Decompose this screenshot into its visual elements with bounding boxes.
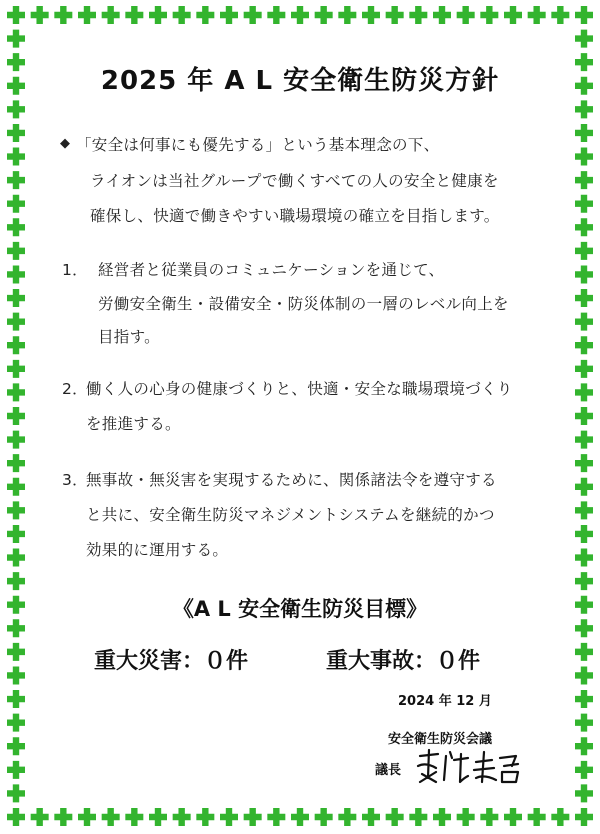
border-cross [575, 218, 593, 236]
border-cross [78, 6, 96, 24]
border-cross [244, 6, 262, 24]
border-cross [7, 6, 25, 24]
border-cross [362, 808, 380, 826]
border-cross [575, 501, 593, 519]
border-cross [575, 289, 593, 307]
border-cross [528, 808, 546, 826]
border-cross [504, 6, 522, 24]
border-cross [409, 6, 427, 24]
border-cross [7, 690, 25, 708]
border-cross [575, 383, 593, 401]
border-cross [7, 171, 25, 189]
item-2-number: 2． [62, 380, 88, 398]
border-cross [7, 431, 25, 449]
intro-line-1: 「安全は何事にも優先する」という基本理念の下、 [76, 136, 440, 154]
border-cross [575, 124, 593, 142]
item-1-line-2: 労働安全衛生・設備安全・防災体制の一層のレベル向上を [98, 295, 509, 313]
border-cross [102, 808, 120, 826]
border-cross [575, 242, 593, 260]
border-cross [196, 6, 214, 24]
border-cross [7, 643, 25, 661]
border-cross [7, 549, 25, 567]
border-cross [575, 784, 593, 802]
border-cross [575, 572, 593, 590]
border-cross [575, 761, 593, 779]
border-cross [7, 525, 25, 543]
border-cross [7, 808, 25, 826]
border-cross [575, 549, 593, 567]
border-cross [480, 6, 498, 24]
border-cross [575, 265, 593, 283]
border-cross [575, 30, 593, 48]
border-cross [504, 808, 522, 826]
border-cross [409, 808, 427, 826]
border-cross [7, 383, 25, 401]
border-cross [528, 6, 546, 24]
border-cross [575, 336, 593, 354]
border-cross [7, 336, 25, 354]
border-cross [54, 808, 72, 826]
border-cross [7, 313, 25, 331]
goal-major-accident: 重大事故：０件 [326, 649, 481, 674]
border-cross [362, 6, 380, 24]
page-title: 2025 年 A L 安全衛生防災方針 [100, 66, 500, 96]
committee-name: 安全衛生防災会議 [388, 732, 493, 747]
border-cross [386, 808, 404, 826]
border-cross [575, 690, 593, 708]
border-cross [315, 6, 333, 24]
item-1-number: 1． [62, 261, 88, 279]
intro-line-3: 確保し、快適で働きやすい職場環境の確立を目指します。 [90, 207, 500, 225]
border-cross [7, 30, 25, 48]
goals-heading: 《A L 安全衛生防災目標》 [172, 597, 428, 621]
border-cross [575, 478, 593, 496]
border-cross [7, 218, 25, 236]
border-cross [244, 808, 262, 826]
border-cross [7, 737, 25, 755]
border-cross [125, 808, 143, 826]
intro-line-2: ライオンは当社グループで働くすべての人の安全と健康を [90, 172, 499, 190]
border-cross [315, 808, 333, 826]
border-cross [575, 454, 593, 472]
border-cross [386, 6, 404, 24]
item-3-number: 3． [62, 471, 88, 489]
handwritten-signature [412, 748, 524, 786]
border-cross [196, 808, 214, 826]
intro-bullet: ◆ [60, 136, 71, 151]
border-cross [78, 808, 96, 826]
border-cross [551, 6, 569, 24]
border-cross [7, 784, 25, 802]
border-cross [575, 431, 593, 449]
border-cross [575, 195, 593, 213]
border-cross [457, 6, 475, 24]
border-cross [267, 6, 285, 24]
item-3-line-2: と共に、安全衛生防災マネジメントシステムを継続的かつ [86, 506, 495, 524]
item-3-line-3: 効果的に運用する。 [86, 541, 229, 559]
border-cross [575, 666, 593, 684]
border-cross [338, 808, 356, 826]
border-cross [7, 148, 25, 166]
border-cross [7, 478, 25, 496]
border-cross [7, 289, 25, 307]
border-cross [575, 313, 593, 331]
border-cross [575, 737, 593, 755]
border-cross [220, 6, 238, 24]
goal-major-disaster: 重大災害：０件 [94, 649, 249, 674]
border-cross [575, 6, 593, 24]
border-cross [7, 501, 25, 519]
border-cross [480, 808, 498, 826]
border-cross [575, 525, 593, 543]
border-cross [7, 242, 25, 260]
border-cross [7, 360, 25, 378]
item-1-line-3: 目指す。 [98, 328, 160, 346]
item-1-line-1: 経営者と従業員のコミュニケーションを通じて、 [98, 261, 445, 279]
border-cross [575, 360, 593, 378]
border-cross [338, 6, 356, 24]
border-cross [7, 407, 25, 425]
border-cross [291, 808, 309, 826]
border-cross [7, 124, 25, 142]
border-cross [220, 808, 238, 826]
border-cross [575, 643, 593, 661]
border-cross [551, 808, 569, 826]
border-cross [291, 6, 309, 24]
border-cross [149, 808, 167, 826]
border-cross [575, 808, 593, 826]
border-cross [7, 195, 25, 213]
border-cross [7, 666, 25, 684]
border-cross [457, 808, 475, 826]
item-3-line-1: 無事故・無災害を実現するために、関係諸法令を遵守する [86, 471, 497, 489]
item-2-line-1: 働く人の心身の健康づくりと、快適・安全な職場環境づくり [86, 380, 513, 398]
border-cross [575, 407, 593, 425]
border-cross [7, 761, 25, 779]
item-2-line-2: を推進する。 [86, 415, 181, 433]
border-cross [267, 808, 285, 826]
issue-date: 2024 年 12 月 [398, 694, 492, 709]
border-cross [7, 454, 25, 472]
border-cross [7, 100, 25, 118]
border-cross [102, 6, 120, 24]
border-cross [575, 714, 593, 732]
border-cross [433, 6, 451, 24]
border-cross [149, 6, 167, 24]
border-cross [31, 808, 49, 826]
border-cross [7, 265, 25, 283]
border-cross [575, 100, 593, 118]
chair-title: 議長 [375, 763, 402, 778]
border-cross [173, 808, 191, 826]
border-cross [433, 808, 451, 826]
border-cross [575, 171, 593, 189]
border-cross [575, 148, 593, 166]
border-cross [7, 572, 25, 590]
border-cross [173, 6, 191, 24]
border-cross [31, 6, 49, 24]
border-cross [54, 6, 72, 24]
border-cross [125, 6, 143, 24]
border-cross [7, 714, 25, 732]
